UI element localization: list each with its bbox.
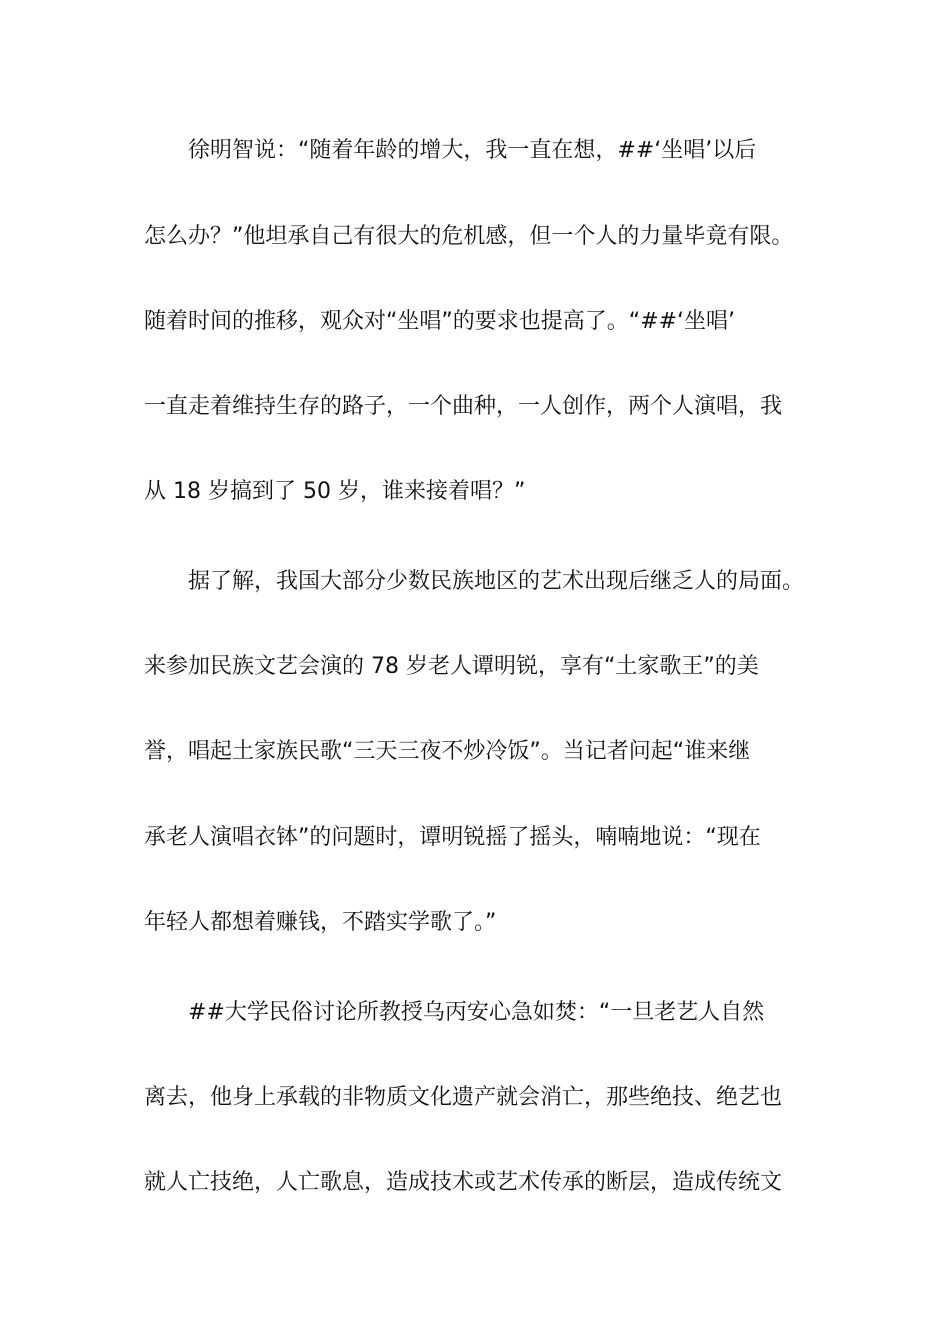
paragraph-2-line-1: 据了解，我国大部分少数民族地区的艺术出现后继乏人的局面。 xyxy=(188,569,805,594)
paragraph-1-line-4: 一直走着维持生存的路子，一个曲种，一人创作，两个人演唱，我 xyxy=(144,394,783,419)
paragraph-2-line-5: 年轻人都想着赚钱，不踏实学歌了。” xyxy=(144,910,497,935)
paragraph-1-line-5: 从 18 岁搞到了 50 岁，谁来接着唱？” xyxy=(144,479,526,504)
paragraph-1-line-2: 怎么办？”他坦承自己有很大的危机感，但一个人的力量毕竟有限。 xyxy=(144,224,794,249)
paragraph-2-line-4: 承老人演唱衣钵”的问题时，谭明锐摇了摇头，喃喃地说：“现在 xyxy=(144,825,761,850)
paragraph-1-line-1: 徐明智说：“随着年龄的增大，我一直在想，##‘坐唱’以后 xyxy=(188,138,757,163)
paragraph-1-line-3: 随着时间的推移，观众对“坐唱”的要求也提高了。“##‘坐唱’ xyxy=(144,309,736,334)
paragraph-2-line-2: 来参加民族文艺会演的 78 岁老人谭明锐，享有“土家歌王”的美 xyxy=(144,654,759,679)
paragraph-2-line-3: 誉，唱起土家族民歌“三天三夜不炒冷饭”。当记者问起“谁来继 xyxy=(144,739,751,764)
paragraph-3-line-2: 离去，他身上承载的非物质文化遗产就会消亡，那些绝技、绝艺也 xyxy=(144,1085,783,1110)
paragraph-3-line-1: ##大学民俗讨论所教授乌丙安心急如焚：“一旦老艺人自然 xyxy=(188,1000,765,1025)
paragraph-3-line-3: 就人亡技绝，人亡歌息，造成技术或艺术传承的断层，造成传统文 xyxy=(144,1170,783,1195)
